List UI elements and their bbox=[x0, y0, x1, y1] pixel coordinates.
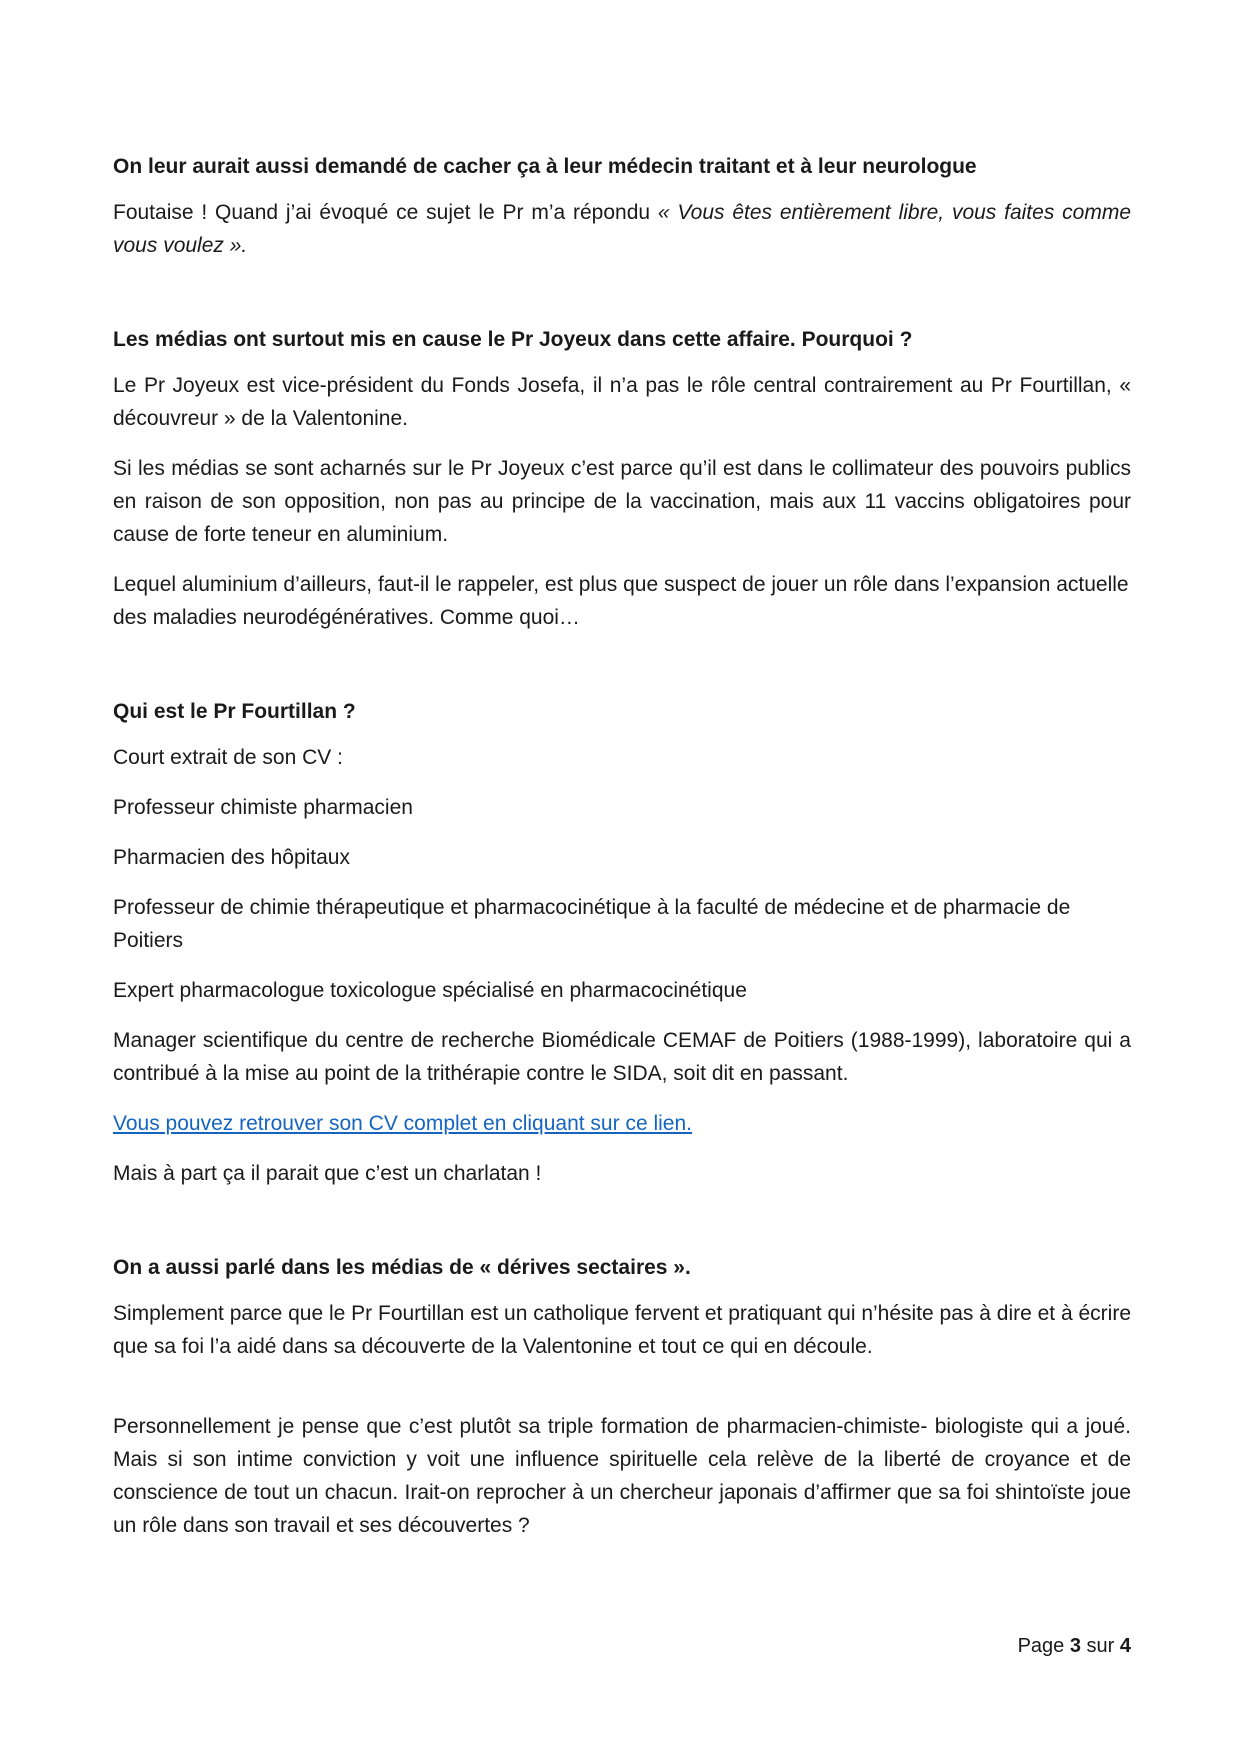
paragraph: Mais à part ça il parait que c’est un charlatan ! bbox=[113, 1162, 542, 1185]
cv-item: Professeur de chimie thérapeutique et pharmacocinétique à la faculté de médecine et de pharmacie de Poitiers bbox=[113, 896, 1071, 952]
paragraph: Si les médias se sont acharnés sur le Pr Joyeux c’est parce qu’il est dans le collimateur des pouvoirs publics en raison de son opposition, non pas au principe de la vaccination, mais aux 11 vaccins obligatoires pour cause de forte teneur en aluminium. bbox=[113, 457, 1131, 546]
page-sep: sur bbox=[1080, 1635, 1120, 1657]
page-total: 4 bbox=[1119, 1635, 1131, 1657]
section-heading-4: On a aussi parlé dans les médias de « dérives sectaires ». bbox=[113, 1256, 691, 1279]
cv-item: Expert pharmacologue toxicologue spécialisé en pharmacocinétique bbox=[113, 979, 747, 1002]
page-footer bbox=[1018, 1633, 1131, 1659]
page-label: Page bbox=[1017, 1635, 1070, 1657]
cv-item: Professeur chimiste pharmacien bbox=[113, 796, 413, 819]
section-heading-1: On leur aurait aussi demandé de cacher ça à leur médecin traitant et à leur neurologue bbox=[113, 155, 977, 178]
paragraph: Le Pr Joyeux est vice-président du Fonds Josefa, il n’a pas le rôle central contrairement au Pr Fourtillan, « découvreur » de la Valentonine. bbox=[113, 374, 1131, 430]
spacer bbox=[113, 1380, 1131, 1410]
paragraph: Lequel aluminium d’ailleurs, faut-il le rappeler, est plus que suspect de jouer un rôle dans l’expansion actuelle des maladies neurodégénératives. Comme quoi… bbox=[113, 573, 1129, 629]
cv-link-paragraph bbox=[113, 1107, 1131, 1140]
spacer bbox=[113, 1207, 1131, 1251]
cv-link[interactable]: Vous pouvez retrouver son CV complet en cliquant sur ce lien. bbox=[113, 1112, 692, 1135]
paragraph: Simplement parce que le Pr Fourtillan est un catholique fervent et pratiquant qui n’hésite pas à dire et à écrire que sa foi l’a aidé dans sa découverte de la Valentonine et tout ce qui en découle. bbox=[113, 1302, 1131, 1358]
document-body bbox=[113, 150, 1131, 1559]
paragraph-text: Foutaise ! Quand j’ai évoqué ce sujet le Pr m’a répondu bbox=[113, 201, 658, 224]
page-number: 3 bbox=[1069, 1635, 1081, 1657]
section-heading-3: Qui est le Pr Fourtillan ? bbox=[113, 700, 356, 723]
paragraph: Personnellement je pense que c’est plutôt sa triple formation de pharmacien-chimiste- biologiste qui a joué. Mais si son intime conviction y voit une influence spirituelle cela relève de la liberté de croyance et de conscience de tout un chacun. Irait-on reprocher à un chercheur japonais d’affirmer que sa foi shintoïste joue un rôle dans son travail et ses découvertes ? bbox=[113, 1415, 1131, 1537]
paragraph bbox=[113, 196, 1131, 262]
cv-intro: Court extrait de son CV : bbox=[113, 746, 343, 769]
section-heading-2: Les médias ont surtout mis en cause le Pr Joyeux dans cette affaire. Pourquoi ? bbox=[113, 328, 913, 351]
spacer bbox=[113, 279, 1131, 323]
cv-item: Pharmacien des hôpitaux bbox=[113, 846, 350, 869]
cv-item: Manager scientifique du centre de recherche Biomédicale CEMAF de Poitiers (1988-1999), laboratoire qui a contribué à la mise au point de la trithérapie contre le SIDA, soit dit en passant. bbox=[113, 1029, 1131, 1085]
spacer bbox=[113, 651, 1131, 695]
quote-text: « Vous êtes entièrement libre, vous faites comme vous voulez ». bbox=[113, 201, 1131, 257]
